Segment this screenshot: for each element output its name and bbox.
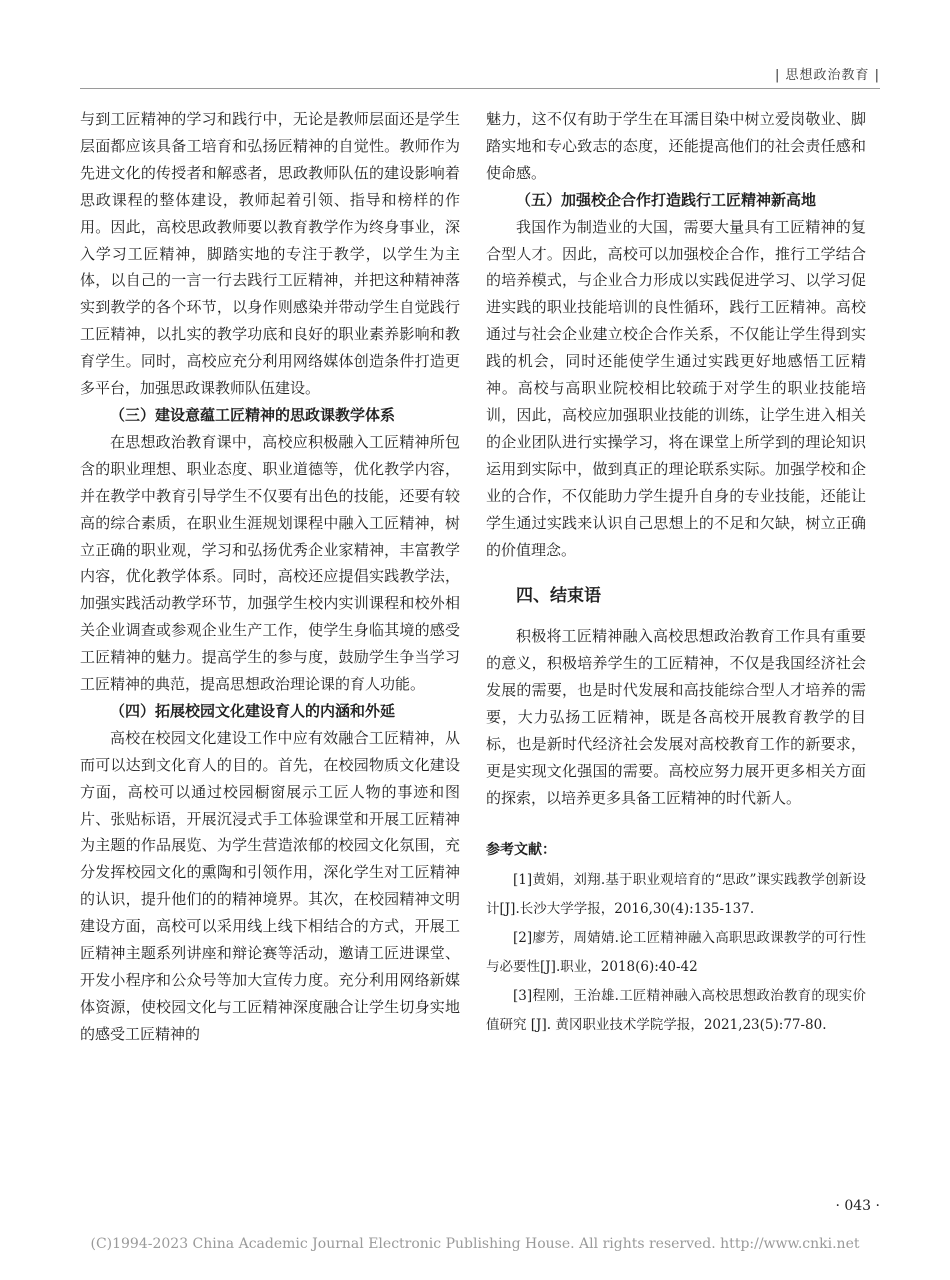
- journal-section-header: | 思想政治教育 |: [774, 68, 880, 83]
- subsection-heading-5: （五）加强校企合作打造践行工匠精神新高地: [516, 190, 817, 209]
- right-paragraph-1: 魅力，这不仅有助于学生在耳濡目染中树立爱岗敬业、脚踏实地和专心致志的态度，还能提高他们的社会责任感和使命感。: [486, 110, 866, 182]
- left-paragraph-1: 与到工匠精神的学习和践行中，无论是教师层面还是学生层面都应该具备工培育和弘扬匠精神的自觉性。教师作为先进文化的传授者和解惑者，思政教师队伍的建设影响着思政课程的整体建设，教师起着引领、指导和榜样的作用。因此，高校思政教师要以教育教学作为终身事业，深入学习工匠精神，脚踏实地的专注于教学，以学生为主体，以自己的一言一行去践行工匠精神，并把这种精神落实到教学的各个环节，以身作则感染并带动学生自觉践行工匠精神，以扎实的教学功底和良好的职业素养影响和教育学生。同时，高校应充分利用网络媒体创造条件打造更多平台，加强思政课教师队伍建设。: [80, 110, 460, 398]
- references-title: 参考文献：: [486, 841, 556, 858]
- right-column: [486, 106, 866, 1040]
- copyright-footer: (C)1994-2023 China Academic Journal Electronic Publishing House. All rights reserved. http://www.cnki.net: [90, 1236, 860, 1252]
- left-paragraph-2: 在思想政治教育课中，高校应积极融入工匠精神所包含的职业理想、职业态度、职业道德等，优化教学内容，并在教学中教育引导学生不仅要有出色的技能，还要有较高的综合素质，在职业生涯规划课程中融入工匠精神，树立正确的职业观，学习和弘扬优秀企业家精神，丰富教学内容，优化教学体系。同时，高校还应提倡实践教学法，加强实践活动教学环节，加强学生校内实训课程和校外相关企业调查或参观企业生产工作，使学生身临其境的感受工匠精神的魅力。提高学生的参与度，鼓励学生争当学习工匠精神的典范，提高思想政治理论课的育人功能。: [80, 432, 460, 694]
- subsection-heading-3: （三）建设意蕴工匠精神的思政课教学体系: [110, 405, 396, 424]
- section-heading-conclusion: 四、结束语: [516, 586, 601, 607]
- reference-item-2: [2]廖芳，周婧婧.论工匠精神融入高职思政课教学的可行性与必要性[J].职业，2018(6):40-42: [486, 929, 866, 975]
- right-paragraph-2: 我国作为制造业的大国，需要大量具有工匠精神的复合型人才。因此，高校可以加强校企合作，推行工学结合的培养模式，与企业合力形成以实践促进学习、以学习促进实践的职业技能培训的良性循环，践行工匠精神。高校通过与社会企业建立校企合作关系，不仅能让学生得到实践的机会，同时还能使学生通过实践更好地感悟工匠精神。高校与高职业院校相比较疏于对学生的职业技能培训，因此，高校应加强职业技能的训练，让学生进入相关的企业团队进行实操学习，将在课堂上所学到的理论知识运用到实际中，做到真正的理论联系实际。加强学校和企业的合作，不仅能助力学生提升自身的专业技能，还能让学生通过实践来认识自己思想上的不足和欠缺，树立正确的价值理念。: [486, 217, 866, 559]
- reference-item-3: [3]程刚，王治雄.工匠精神融入高校思想政治教育的现实价值研究 [J]. 黄冈职业技术学院学报，2021,23(5):77-80.: [486, 987, 866, 1033]
- left-column: [80, 106, 460, 1048]
- left-paragraph-3: 高校在校园文化建设工作中应有效融合工匠精神，从而可以达到文化育人的目的。首先，在校园物质文化建设方面，高校可以通过校园橱窗展示工匠人物的事迹和图片、张贴标语，开展沉浸式手工体验课堂和开展工匠精神为主题的作品展览、为学生营造浓郁的校园文化氛围，充分发挥校园文化的熏陶和引领作用，深化学生对工匠精神的认识，提升他们的的精神境界。其次，在校园精神文明建设方面，高校可以采用线上线下相结合的方式，开展工匠精神主题系列讲座和辩论赛等活动，邀请工匠进课堂、开发小程序和公众号等加大宣传力度。充分利用网络新媒体资源，使校园文化与工匠精神深度融合让学生切身实地的感受工匠精神的: [80, 728, 460, 1043]
- page-number: · 043 ·: [835, 1198, 880, 1214]
- subsection-heading-4: （四）拓展校园文化建设育人的内涵和外延: [110, 701, 396, 720]
- right-paragraph-3: 积极将工匠精神融入高校思想政治教育工作具有重要的意义，积极培养学生的工匠精神，不仅是我国经济社会发展的需要，也是时代发展和高技能综合型人才培养的需要，大力弘扬工匠精神，既是各高校开展教育教学的目标，也是新时代经济社会发展对高校教育工作的新要求，更是实现文化强国的需要。高校应努力展开更多相关方面的探索，以培养更多具备工匠精神的时代新人。: [486, 627, 866, 807]
- reference-item-1: [1]黄娟，刘翔.基于职业观培育的“思政”课实践教学创新设计[J].长沙大学学报，2016,30(4):135-137.: [486, 871, 866, 917]
- header-divider: [80, 88, 880, 89]
